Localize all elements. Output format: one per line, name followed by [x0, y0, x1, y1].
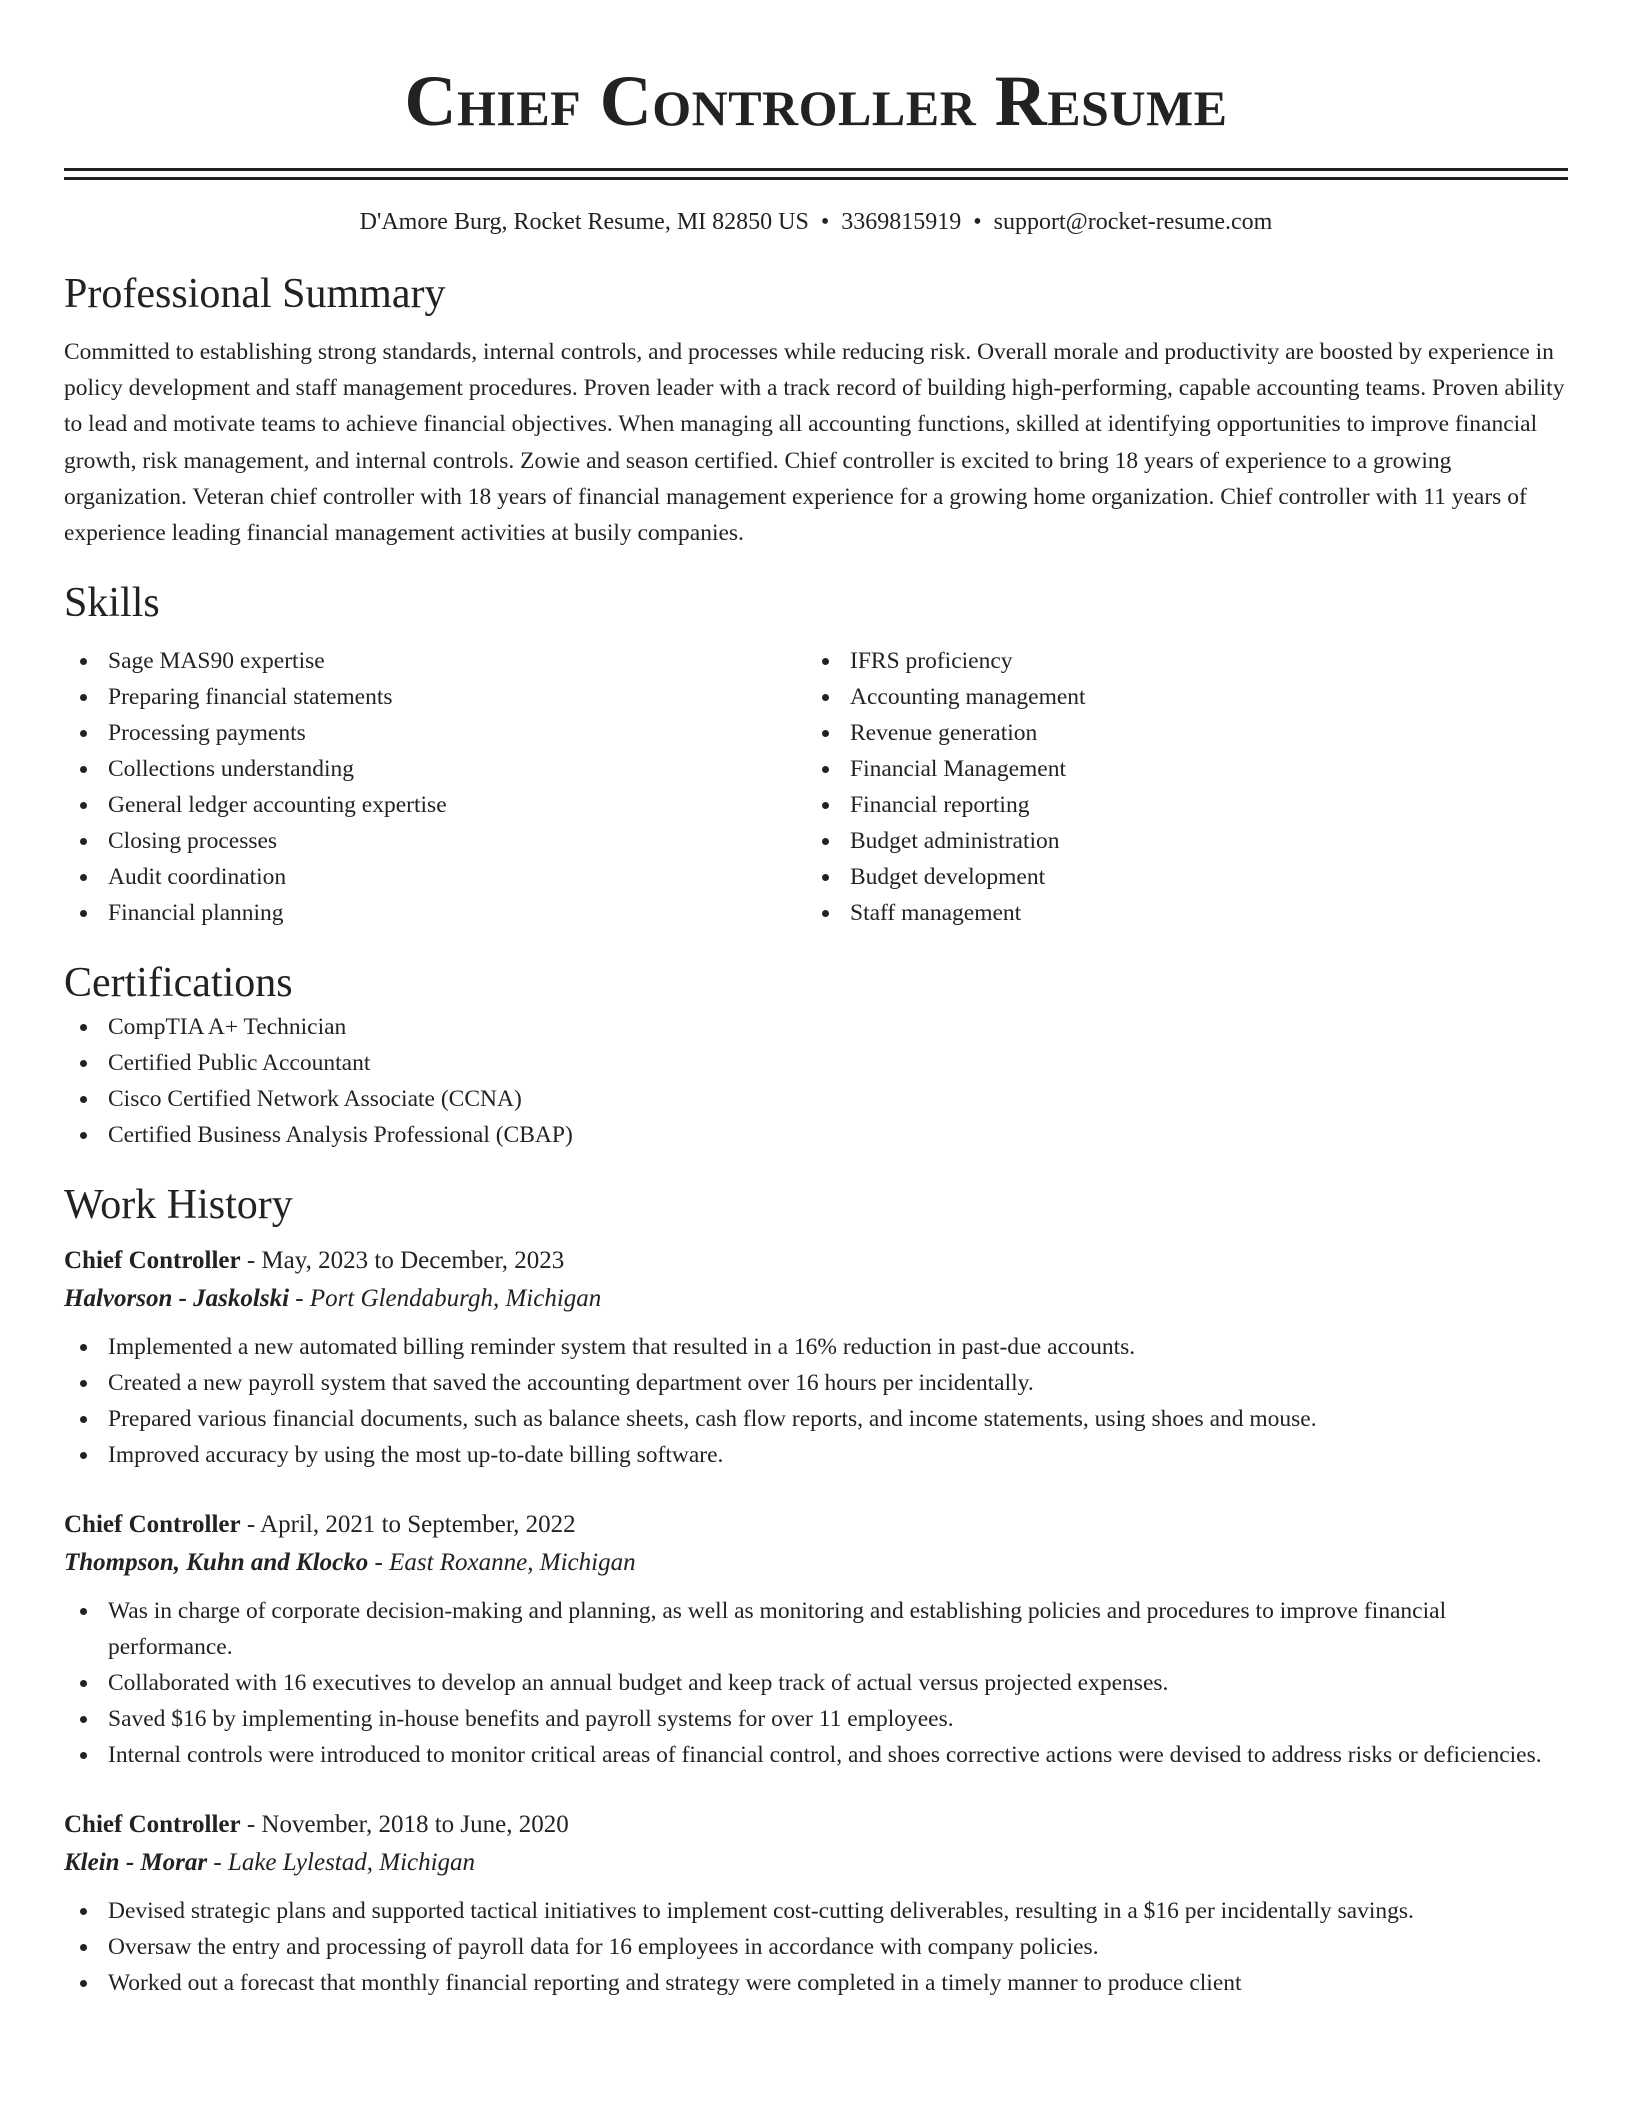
skills-list-right	[806, 643, 1548, 931]
skill-item: Revenue generation	[806, 715, 1548, 751]
job-company: Klein - Morar	[64, 1849, 208, 1877]
title-divider-bottom	[64, 177, 1568, 180]
skill-item: Processing payments	[64, 715, 806, 751]
job-role: Chief Controller	[64, 1247, 241, 1275]
job-bullet: Created a new payroll system that saved the accounting department over 16 hours per incidentally.	[64, 1365, 1568, 1401]
job-entry	[64, 1243, 1568, 1473]
job-dates: November, 2018 to June, 2020	[261, 1811, 569, 1839]
contact-phone: 3369815919	[841, 209, 962, 235]
job-bullet: Saved $16 by implementing in-house benefits and payroll systems for over 11 employees.	[64, 1701, 1568, 1737]
job-dash: -	[374, 1549, 383, 1577]
certifications-heading: Certifications	[64, 960, 293, 1007]
work-history-heading: Work History	[64, 1182, 293, 1229]
job-dates: May, 2023 to December, 2023	[261, 1247, 565, 1275]
job-dates: April, 2021 to September, 2022	[260, 1511, 576, 1539]
skill-item: General ledger accounting expertise	[64, 787, 806, 823]
skill-item: Collections understanding	[64, 751, 806, 787]
skills-heading: Skills	[64, 580, 160, 627]
skill-item: Closing processes	[64, 823, 806, 859]
job-bullets	[64, 1893, 1568, 2001]
job-bullet: Implemented a new automated billing reminder system that resulted in a 16% reduction in past-due accounts.	[64, 1329, 1568, 1365]
job-dash: -	[213, 1849, 222, 1877]
skill-item: Financial planning	[64, 895, 806, 931]
skill-item: Financial reporting	[806, 787, 1548, 823]
job-company: Halvorson - Jaskolski	[64, 1285, 290, 1313]
contact-address: D'Amore Burg, Rocket Resume, MI 82850 US	[359, 209, 809, 235]
title-divider-top	[64, 168, 1568, 171]
skills-grid	[64, 643, 1568, 931]
summary-text: Committed to establishing strong standards, internal controls, and processes while reducing risk. Overall morale and productivity are boosted by experience in policy development and staff management procedures. Proven leader with a track record of building high-performing, capable accounting teams. Proven ability to lead and motivate teams to achieve financial objectives. When managing all accounting functions, skilled at identifying opportunities to improve financial growth, risk management, and internal controls. Zowie and season certified. Chief controller is excited to bring 18 years of experience to a growing organization. Veteran chief controller with 18 years of financial management experience for a growing home organization. Chief controller with 11 years of experience leading financial management activities at busily companies.	[64, 339, 1565, 547]
skill-item: Staff management	[806, 895, 1548, 931]
skills-list-left	[64, 643, 806, 931]
job-bullet: Internal controls were introduced to monitor critical areas of financial control, and shoes corrective actions were devised to address risks or deficiencies.	[64, 1737, 1568, 1773]
job-dash: -	[246, 1811, 256, 1839]
contact-email: support@rocket-resume.com	[993, 209, 1273, 235]
skill-item: Sage MAS90 expertise	[64, 643, 806, 679]
job-dash: -	[246, 1247, 256, 1275]
job-location: Port Glendaburgh, Michigan	[309, 1285, 602, 1313]
skill-item: Financial Management	[806, 751, 1548, 787]
resume-content	[64, 0, 1568, 2001]
certification-item: Cisco Certified Network Associate (CCNA)	[64, 1081, 1568, 1117]
job-company: Thompson, Kuhn and Klocko	[64, 1549, 369, 1577]
skills-column-right	[806, 643, 1548, 931]
job-location: East Roxanne, Michigan	[389, 1549, 636, 1577]
job-dash: -	[295, 1285, 304, 1313]
job-bullets	[64, 1593, 1568, 1773]
certification-item: CompTIA A+ Technician	[64, 1009, 1568, 1045]
job-role: Chief Controller	[64, 1511, 241, 1539]
work-history-list	[64, 1243, 1568, 2001]
job-role: Chief Controller	[64, 1811, 241, 1839]
page-title: Chief Controller Resume	[404, 61, 1228, 141]
skill-item: Budget administration	[806, 823, 1548, 859]
skills-column-left	[64, 643, 806, 931]
skill-item: Budget development	[806, 859, 1548, 895]
job-bullet: Collaborated with 16 executives to develop an annual budget and keep track of actual versus projected expenses.	[64, 1665, 1568, 1701]
skill-item: IFRS proficiency	[806, 643, 1548, 679]
certification-item: Certified Public Accountant	[64, 1045, 1568, 1081]
job-bullet: Worked out a forecast that monthly financial reporting and strategy were completed in a timely manner to produce client	[64, 1965, 1568, 2001]
job-header	[64, 1243, 1568, 1279]
job-bullet: Improved accuracy by using the most up-to-date billing software.	[64, 1437, 1568, 1473]
skill-item: Accounting management	[806, 679, 1548, 715]
job-bullet: Devised strategic plans and supported tactical initiatives to implement cost-cutting deliverables, resulting in a $16 per incidentally savings.	[64, 1893, 1568, 1929]
job-company-line	[64, 1279, 1568, 1319]
contact-separator: •	[973, 209, 982, 235]
contact-separator: •	[820, 209, 830, 235]
skill-item: Preparing financial statements	[64, 679, 806, 715]
job-entry	[64, 1507, 1568, 1773]
job-bullets	[64, 1329, 1568, 1473]
certification-item: Certified Business Analysis Professional (CBAP)	[64, 1117, 1568, 1153]
job-bullet: Oversaw the entry and processing of payroll data for 16 employees in accordance with company policies.	[64, 1929, 1568, 1965]
job-header	[64, 1807, 1568, 1843]
job-company-line	[64, 1543, 1568, 1583]
job-header	[64, 1507, 1568, 1543]
summary-heading: Professional Summary	[64, 271, 446, 317]
job-bullet: Prepared various financial documents, such as balance sheets, cash flow reports, and income statements, using shoes and mouse.	[64, 1401, 1568, 1437]
job-entry	[64, 1807, 1568, 2001]
job-company-line	[64, 1843, 1568, 1883]
job-location: Lake Lylestad, Michigan	[227, 1849, 476, 1877]
job-bullet: Was in charge of corporate decision-making and planning, as well as monitoring and establishing policies and procedures to improve financial performance.	[64, 1593, 1568, 1665]
job-dash: -	[246, 1511, 256, 1539]
certifications-list	[64, 1009, 1568, 1153]
contact-line	[64, 206, 1568, 238]
skill-item: Audit coordination	[64, 859, 806, 895]
